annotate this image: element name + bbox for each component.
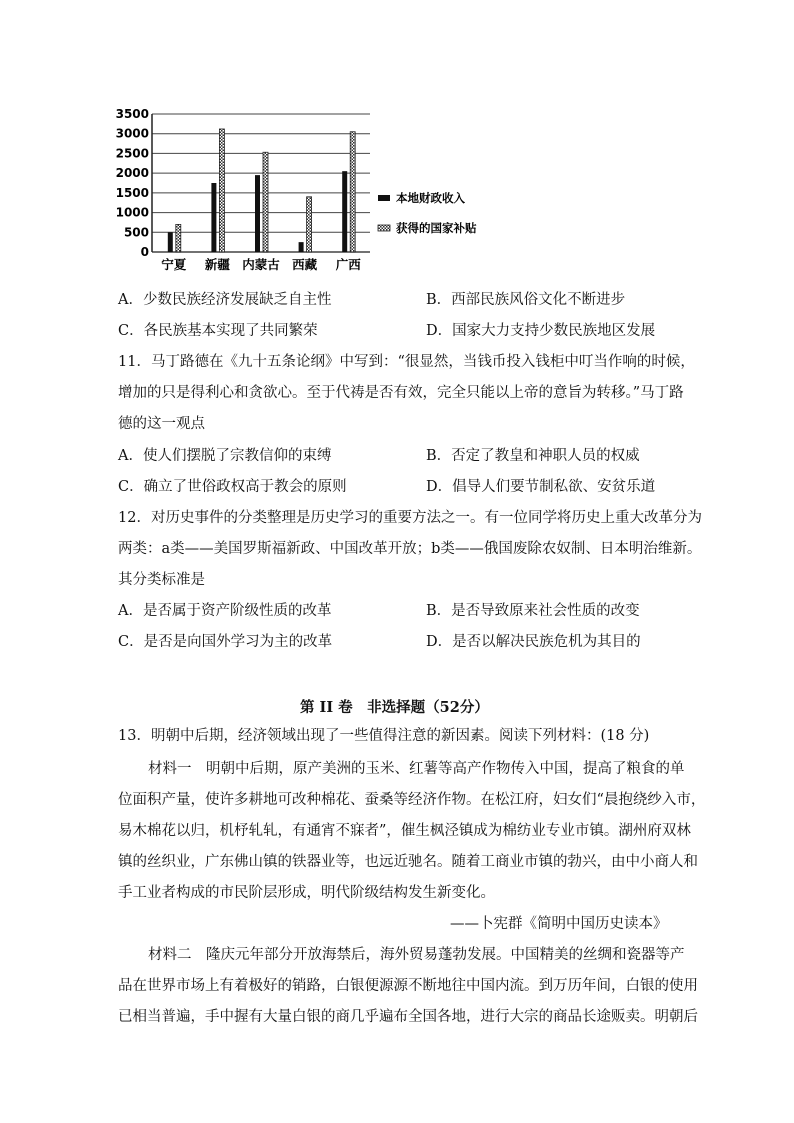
q12-option-d: D．是否以解决民族危机为其目的 <box>426 634 641 650</box>
q11-stem-line3: 德的这一观点 <box>118 416 205 432</box>
x-tick-label: 西藏 <box>292 257 318 272</box>
legend <box>378 191 477 235</box>
q11-option-c: C．确立了世俗政权高于教会的原则 <box>118 479 347 495</box>
q12-stem-line3: 其分类标准是 <box>118 572 205 588</box>
q12-option-b: B．是否导致原来社会性质的改变 <box>426 603 640 619</box>
legend-swatch <box>378 225 390 231</box>
y-tick-label: 1500 <box>115 185 149 200</box>
q11-option-b: B．否定了教皇和神职人员的权威 <box>426 448 640 464</box>
q13-intro: 13．明朝中后期，经济领域出现了一些值得注意的新因素。阅读下列材料：(18 分) <box>118 728 650 744</box>
y-tick-label: 1000 <box>115 205 149 220</box>
q11-stem-line1: 11．马丁路德在《九十五条论纲》中写到：“很显然，当钱币投入钱柜中叮当作响的时候， <box>118 354 695 370</box>
q13-material2-line1: 材料二 隆庆元年部分开放海禁后，海外贸易蓬勃发展。中国精美的丝绸和瓷器等产 <box>148 947 685 963</box>
bar-national-subsidy <box>263 152 268 252</box>
q11-stem-line2: 增加的只是得利心和贪欲心。至于代祷是否有效，完全只能以上帝的意旨为转移。”马丁路 <box>118 385 684 401</box>
bar-local-revenue <box>168 232 173 252</box>
x-tick-label: 宁夏 <box>161 257 187 272</box>
bar-national-subsidy <box>219 129 224 252</box>
y-tick-label: 500 <box>123 225 149 240</box>
q13-material2-line2: 品在世界市场上有着极好的销路，白银便源源不断地往中国内流。到万历年间，白银的使用 <box>118 978 698 994</box>
q13-material1-line5: 手工业者构成的市民阶层形成，明代阶级结构发生新变化。 <box>118 885 495 901</box>
q12-stem-line1: 12．对历史事件的分类整理是历史学习的重要方法之一。有一位同学将历史上重大改革分为 <box>118 510 702 526</box>
legend-swatch <box>378 195 390 201</box>
q11-option-a: A．使人们摆脱了宗教信仰的束缚 <box>118 448 332 464</box>
q12-option-c: C．是否是向国外学习为主的改革 <box>118 634 333 650</box>
x-tick-label: 广西 <box>335 257 361 272</box>
q13-material1-line3: 易木棉花以归，机杼轧轧，有通宵不寐者”，催生枫泾镇成为棉纺业专业市镇。湖州府双林 <box>118 823 691 839</box>
q13-material1-line4: 镇的丝织业，广东佛山镇的铁器业等，也远近驰名。随着工商业市镇的勃兴，由中小商人和 <box>118 854 698 870</box>
q13-material1-line2: 位面积产量，使许多耕地可改种棉花、蚕桑等经济作物。在松江府，妇女们“晨抱绕纱入市， <box>118 792 706 808</box>
y-axis-ticks <box>116 107 370 259</box>
q10-option-b: B．西部民族风俗文化不断进步 <box>426 292 626 308</box>
bar-national-subsidy <box>176 224 181 252</box>
q11-option-d: D．倡导人们要节制私欲、安贫乐道 <box>426 479 656 495</box>
section-title: 第 II 卷 非选择题（52分） <box>300 699 489 716</box>
bar-local-revenue <box>342 171 347 252</box>
q13-material1-source: ——卜宪群《简明中国历史读本》 <box>450 916 668 932</box>
bar-local-revenue <box>211 183 216 252</box>
q13-material2-line3: 已相当普遍，手中握有大量白银的商几乎遍布全国各地，进行大宗的商品长途贩卖。明朝后 <box>118 1009 698 1025</box>
y-tick-label: 0 <box>140 245 149 259</box>
bar-chart <box>110 100 510 278</box>
x-tick-label: 内蒙古 <box>242 257 280 272</box>
x-tick-label: 新疆 <box>204 257 230 272</box>
bar-national-subsidy <box>307 197 312 252</box>
x-axis-labels <box>161 257 361 272</box>
y-tick-label: 2000 <box>115 166 149 181</box>
y-tick-label: 3500 <box>115 107 149 121</box>
q12-stem-line2: 两类：a类——美国罗斯福新政、中国改革开放；b类——俄国废除农奴制、日本明治维新。 <box>118 541 702 557</box>
y-tick-label: 3000 <box>115 126 149 141</box>
bars <box>168 129 355 252</box>
bar-national-subsidy <box>350 132 355 252</box>
q13-material1-line1: 材料一 明朝中后期，原产美洲的玉米、红薯等高产作物传入中国，提高了粮食的单 <box>148 761 685 777</box>
legend-label: 获得的国家补贴 <box>396 221 477 235</box>
y-tick-label: 2500 <box>115 146 149 161</box>
q10-option-a: A．少数民族经济发展缺乏自主性 <box>118 292 332 308</box>
bar-local-revenue <box>255 175 260 252</box>
q10-option-c: C．各民族基本实现了共同繁荣 <box>118 323 318 339</box>
q12-option-a: A．是否属于资产阶级性质的改革 <box>118 603 332 619</box>
bar-local-revenue <box>299 242 304 252</box>
q10-option-d: D．国家大力支持少数民族地区发展 <box>426 323 656 339</box>
legend-label: 本地财政收入 <box>396 191 465 205</box>
